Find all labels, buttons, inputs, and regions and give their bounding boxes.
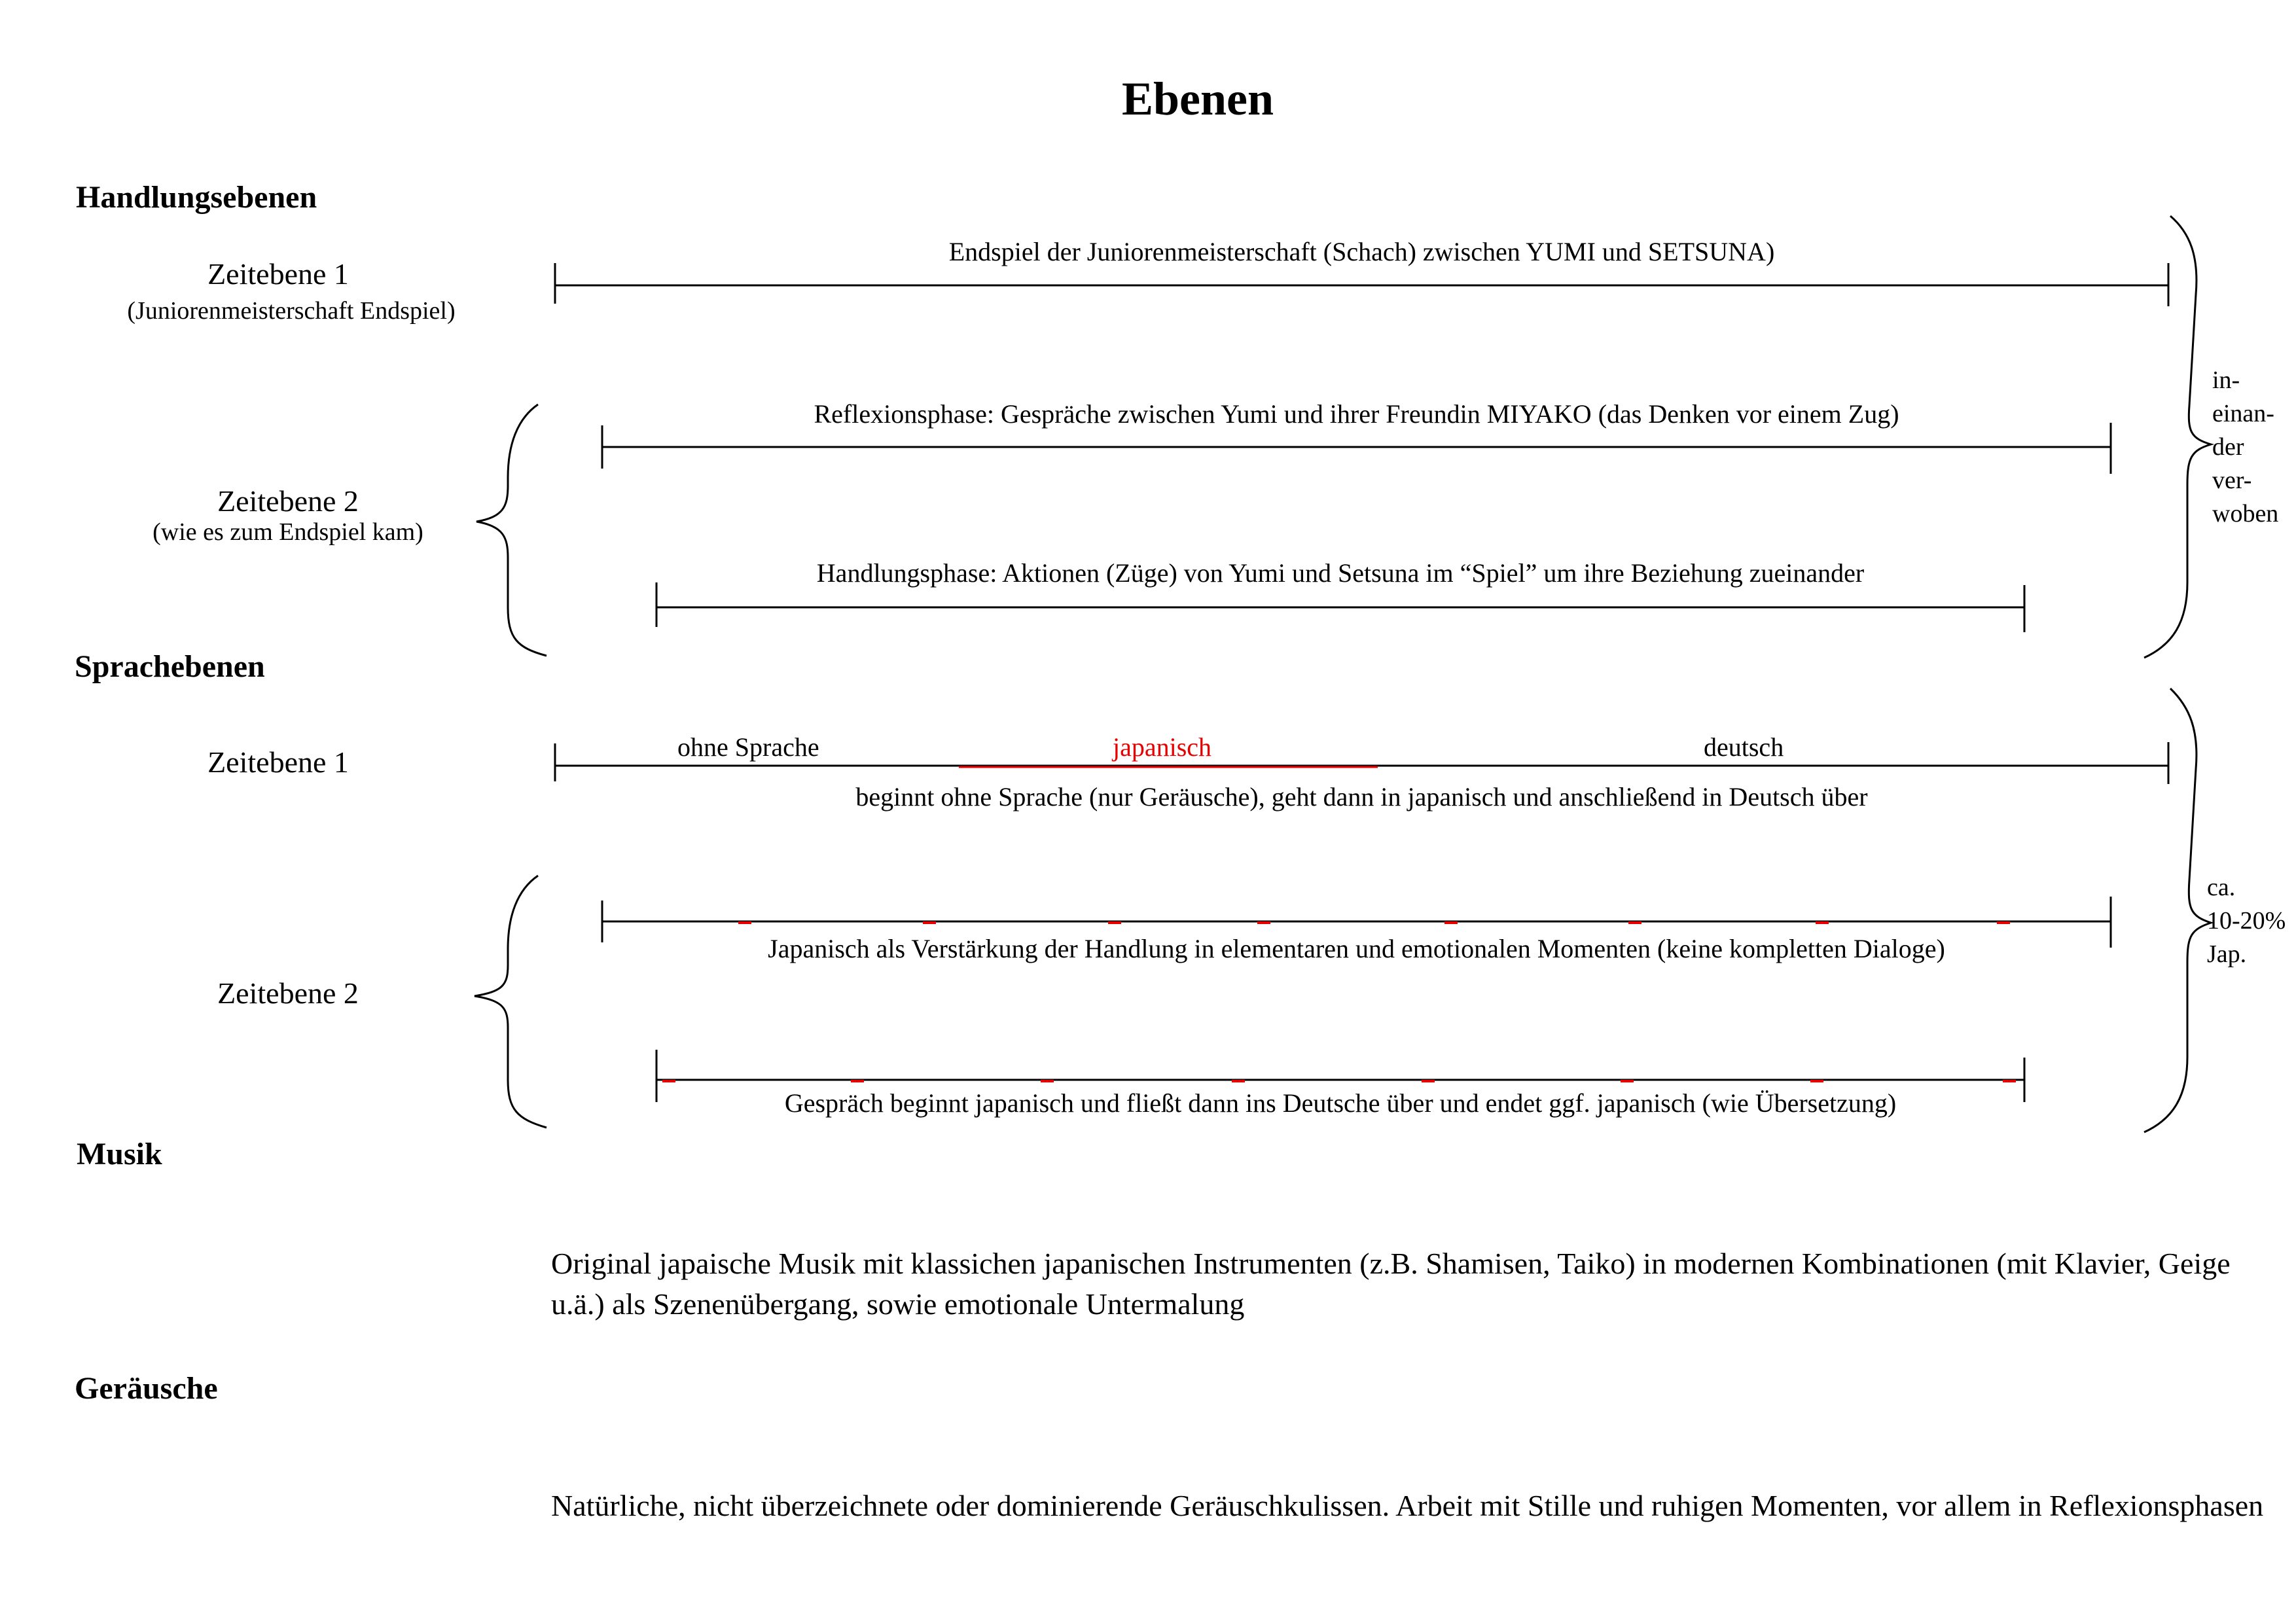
handlung-side-line: ver- xyxy=(2212,467,2252,494)
heading-musik: Musik xyxy=(77,1137,162,1171)
handlung-timeline-3 xyxy=(656,582,2024,632)
handlung-timeline-2 xyxy=(602,423,2111,474)
brace-sprache-right xyxy=(2144,688,2211,1132)
sprache-side-line: ca. xyxy=(2207,874,2236,901)
sprache-line2-caption: Japanisch als Verstärkung der Handlung in elementaren und emotionalen Momenten (keine kompletten Dialoge) xyxy=(768,934,1945,963)
sprache-side-line: 10-20% xyxy=(2207,907,2286,935)
brace-handlung-right xyxy=(2144,216,2211,658)
sprache-timeline-1 xyxy=(555,742,2168,784)
brace-handlung-zeitebene2 xyxy=(476,404,547,656)
sprache-zeitebene2-label: Zeitebene 2 xyxy=(217,976,359,1010)
sprache-line3-caption: Gespräch beginnt japanisch und fließt dann ins Deutsche über und endet ggf. japanisch (wie Übersetzung) xyxy=(784,1088,1897,1118)
handlung-zeitebene1-label: Zeitebene 1 xyxy=(207,257,349,291)
handlung-line3-caption: Handlungsphase: Aktionen (Züge) von Yumi und Setsuna im “Spiel” um ihre Beziehung zueinander xyxy=(816,558,1865,588)
sprache-timeline-3 xyxy=(656,1050,2024,1102)
heading-geraeusche: Geräusche xyxy=(75,1371,218,1406)
heading-sprachebenen: Sprachebenen xyxy=(75,649,265,684)
sprache-zeitebene1-label: Zeitebene 1 xyxy=(207,745,349,779)
sprache-side-line: Jap. xyxy=(2207,940,2247,968)
handlung-line2-caption: Reflexionsphase: Gespräche zwischen Yumi und ihrer Freundin MIYAKO (das Denken vor einem Zug) xyxy=(814,399,1899,429)
handlung-line1-caption: Endspiel der Juniorenmeisterschaft (Schach) zwischen YUMI und SETSUNA) xyxy=(948,237,1775,266)
sprache-line1-caption: beginnt ohne Sprache (nur Geräusche), geht dann in japanisch und anschließend in Deutsch über xyxy=(855,782,1868,812)
page-title: Ebenen xyxy=(1121,73,1274,125)
heading-handlungsebenen: Handlungsebenen xyxy=(76,180,317,215)
japanese-moment-marks xyxy=(662,923,2016,1081)
geraeusche-text: Natürliche, nicht überzeichnete oder dominierende Geräuschkulissen. Arbeit mit Stille und ruhigen Momenten, vor allem in Reflexionsphasen xyxy=(551,1489,2264,1522)
handlung-zeitebene1-sub: (Juniorenmeisterschaft Endspiel) xyxy=(127,297,456,325)
handlung-timeline-1 xyxy=(555,263,2168,306)
segment-deutsch: deutsch xyxy=(1704,732,1784,762)
handlung-side-line: in- xyxy=(2212,366,2240,394)
handlung-side-line: einan- xyxy=(2212,400,2274,427)
handlung-zeitebene2-label: Zeitebene 2 xyxy=(217,484,359,518)
sprache-timeline-2 xyxy=(602,897,2111,948)
musik-text: Original japaische Musik mit klassichen japanischen Instrumenten (z.B. Shamisen, Taiko) in modernen Kombinationen (mit Klavier, Geige u.ä.) als Szenenübergang, sowie emotionale Untermalung xyxy=(551,1247,2231,1321)
handlung-side-line: der xyxy=(2212,433,2244,461)
segment-ohne-sprache: ohne Sprache xyxy=(677,732,819,762)
handlung-zeitebene2-sub: (wie es zum Endspiel kam) xyxy=(152,518,423,546)
handlung-side-line: woben xyxy=(2212,500,2279,527)
segment-japanisch: japanisch xyxy=(1113,732,1212,762)
brace-sprache-zeitebene2 xyxy=(475,876,547,1128)
